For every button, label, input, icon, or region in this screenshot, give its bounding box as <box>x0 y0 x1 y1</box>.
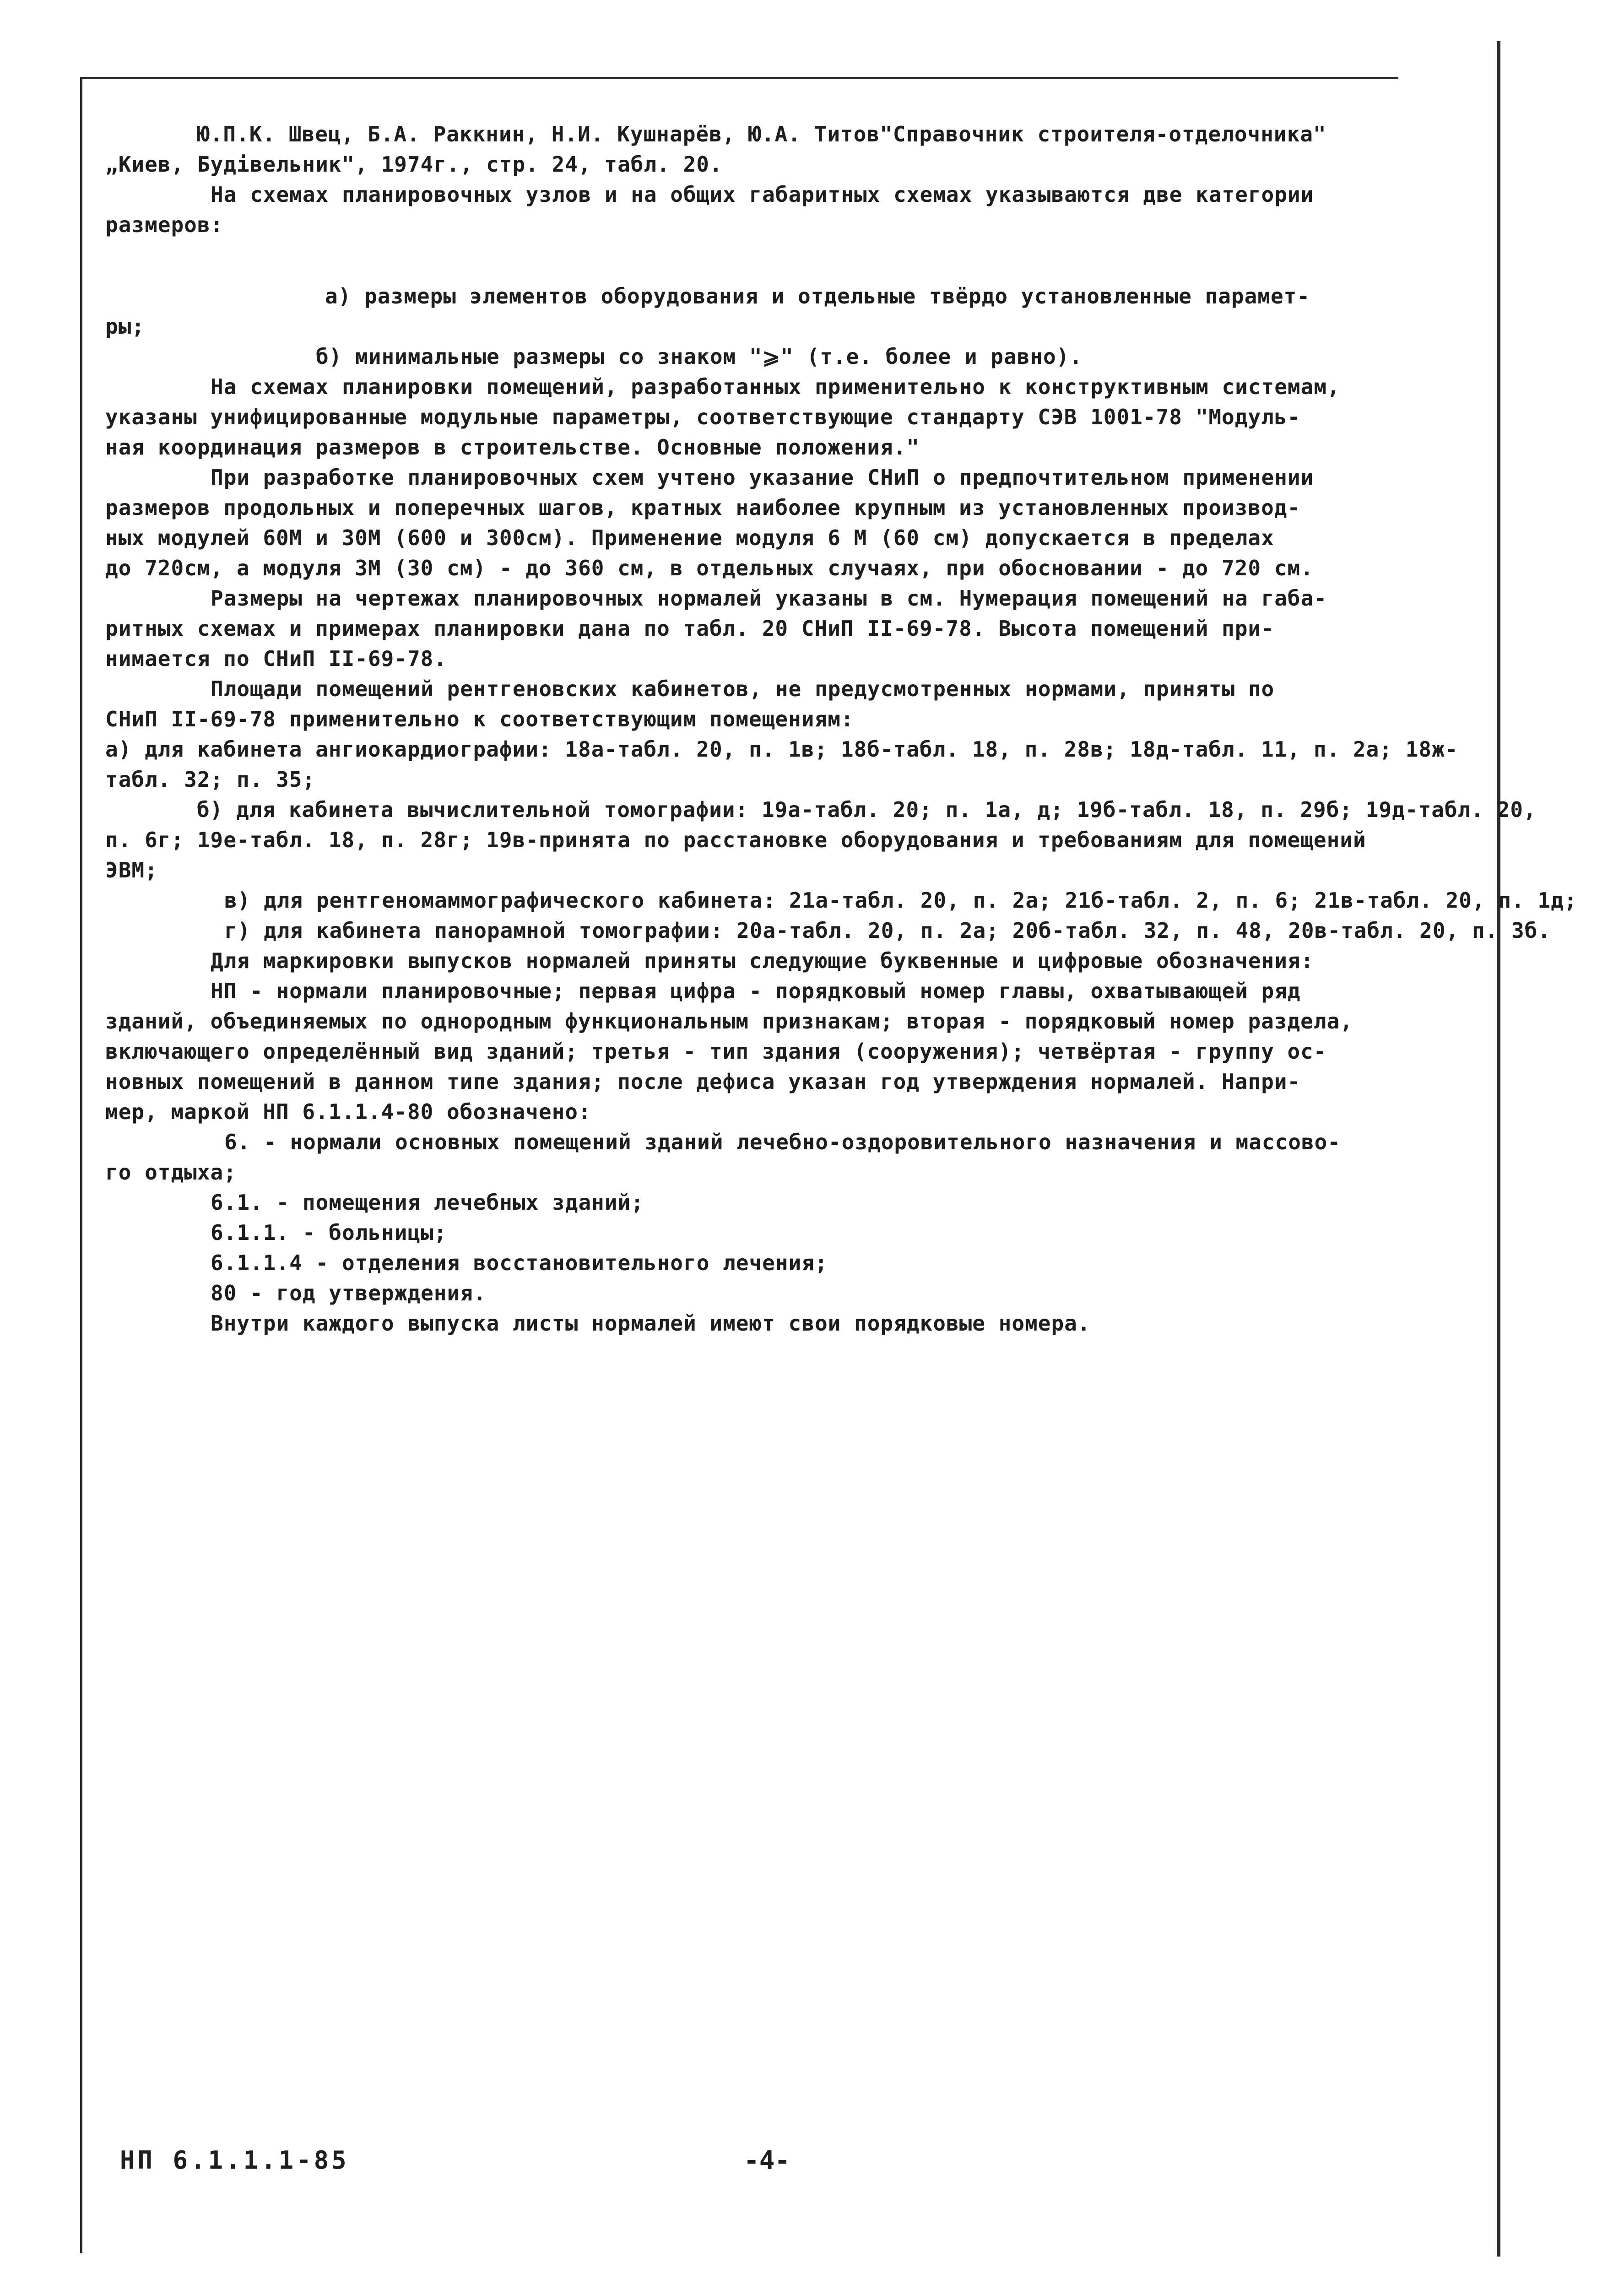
spacer <box>105 240 1424 281</box>
text-line: б) минимальные размеры со знаком "⩾" (т.е. более и равно). <box>316 344 1083 369</box>
text-line: табл. 32; п. 35; <box>105 767 316 792</box>
text-line: ритных схемах и примерах планировки дана по табл. 20 СНиП II-69-78. Высота помещений при- <box>105 616 1274 641</box>
text-line: зданий, объединяемых по однородным функциональным признакам; вторая - порядковый номер раздела, <box>105 1009 1353 1034</box>
text-line: новных помещений в данном типе здания; после дефиса указан год утверждения нормалей. Напри- <box>105 1069 1301 1094</box>
frame-top-border <box>80 77 1398 79</box>
text-line: ных модулей 60М и 30М (600 и 300см). Применение модуля 6 М (60 см) допускается в пределах <box>105 525 1274 550</box>
text-line: На схемах планировки помещений, разработанных применительно к конструктивным системам, <box>211 374 1340 399</box>
frame-right-border <box>1497 41 1500 2257</box>
page-number: -4- <box>744 2146 790 2176</box>
text-line: ры; <box>105 314 145 339</box>
text-line: Площади помещений рентгеновских кабинетов, не предусмотренных нормами, приняты по <box>211 677 1275 701</box>
text-line: 6. - нормали основных помещений зданий лечебно-оздоровительного назначения и массово- <box>224 1130 1341 1154</box>
text-line: го отдыха; <box>105 1160 237 1185</box>
text-line: При разработке планировочных схем учтено указание СНиП о предпочтительном применении <box>211 465 1314 490</box>
text-line: п. 6г; 19е-табл. 18, п. 28г; 19в-принята по расстановке оборудования и требованиям для помещений <box>105 828 1366 852</box>
text-line: 80 - год утверждения. <box>211 1281 487 1305</box>
text-line: 6.1.1.4 - отделения восстановительного лечения; <box>211 1250 828 1275</box>
text-line: а) размеры элементов оборудования и отдельные твёрдо установленные парамет- <box>325 284 1310 309</box>
frame-left-border <box>80 77 82 2253</box>
text-line: ная координация размеров в строительстве. Основные положения." <box>105 435 920 460</box>
text-line: СНиП II-69-78 применительно к соответствующим помещениям: <box>105 707 854 731</box>
text-line: размеров продольных и поперечных шагов, кратных наиболее крупным из установленных производ- <box>105 495 1301 520</box>
text-line: Внутри каждого выпуска листы нормалей имеют свои порядковые номера. <box>211 1311 1091 1336</box>
text-line: „Киев, Будівельник", 1974г., стр. 24, табл. 20. <box>105 152 723 177</box>
text-line: размеров: <box>105 212 224 237</box>
text-line: включающего определённый вид зданий; третья - тип здания (сооружения); четвёртая - группу ос- <box>105 1039 1327 1064</box>
text-line: НП - нормали планировочные; первая цифра - порядковый номер главы, охватывающей ряд <box>211 979 1301 1003</box>
text-line: в) для рентгеномаммографического кабинета: 21а-табл. 20, п. 2а; 21б-табл. 2, п. 6; 21в-табл. 20, п. 1д; <box>224 888 1577 913</box>
text-line: На схемах планировочных узлов и на общих габаритных схемах указываются две категории <box>211 182 1314 207</box>
text-line: Для маркировки выпусков нормалей приняты следующие буквенные и цифровые обозначения: <box>211 948 1314 973</box>
text-line: г) для кабинета панорамной томографии: 20а-табл. 20, п. 2а; 20б-табл. 32, п. 48, 20в-табл. 20, п. 3б. <box>224 918 1551 943</box>
text-line: до 720см, а модуля 3М (30 см) - до 360 см, в отдельных случаях, при обосновании - до 720 см. <box>105 556 1314 580</box>
text-line: нимается по СНиП II-69-78. <box>105 646 447 671</box>
text-line: ЭВМ; <box>105 858 158 882</box>
document-body <box>105 119 1577 1338</box>
text-line: мер, маркой НП 6.1.1.4-80 обозначено: <box>105 1099 591 1124</box>
text-line: 6.1. - помещения лечебных зданий; <box>211 1190 644 1215</box>
text-line: указаны унифицированные модульные параметры, соответствующие стандарту СЭВ 1001-78 "Модуль- <box>105 405 1301 429</box>
text-line: Размеры на чертежах планировочных нормалей указаны в см. Нумерация помещений на габа- <box>211 586 1327 611</box>
text-line: а) для кабинета ангиокардиографии: 18а-табл. 20, п. 1в; 18б-табл. 18, п. 28в; 18д-табл. 11, п. 2а; 18ж- <box>105 737 1458 762</box>
text-line: 6.1.1. - больницы; <box>211 1220 447 1245</box>
document-code: НП 6.1.1.1-85 <box>120 2146 349 2175</box>
text-line: Ю.П.К. Швец, Б.А. Раккнин, Н.И. Кушнарёв, Ю.А. Титов"Справочник строителя-отделочника" <box>197 122 1326 146</box>
text-line: б) для кабинета вычислительной томографии: 19а-табл. 20; п. 1а, д; 19б-табл. 18, п. 29б; 19д-табл. 20, <box>197 797 1537 822</box>
